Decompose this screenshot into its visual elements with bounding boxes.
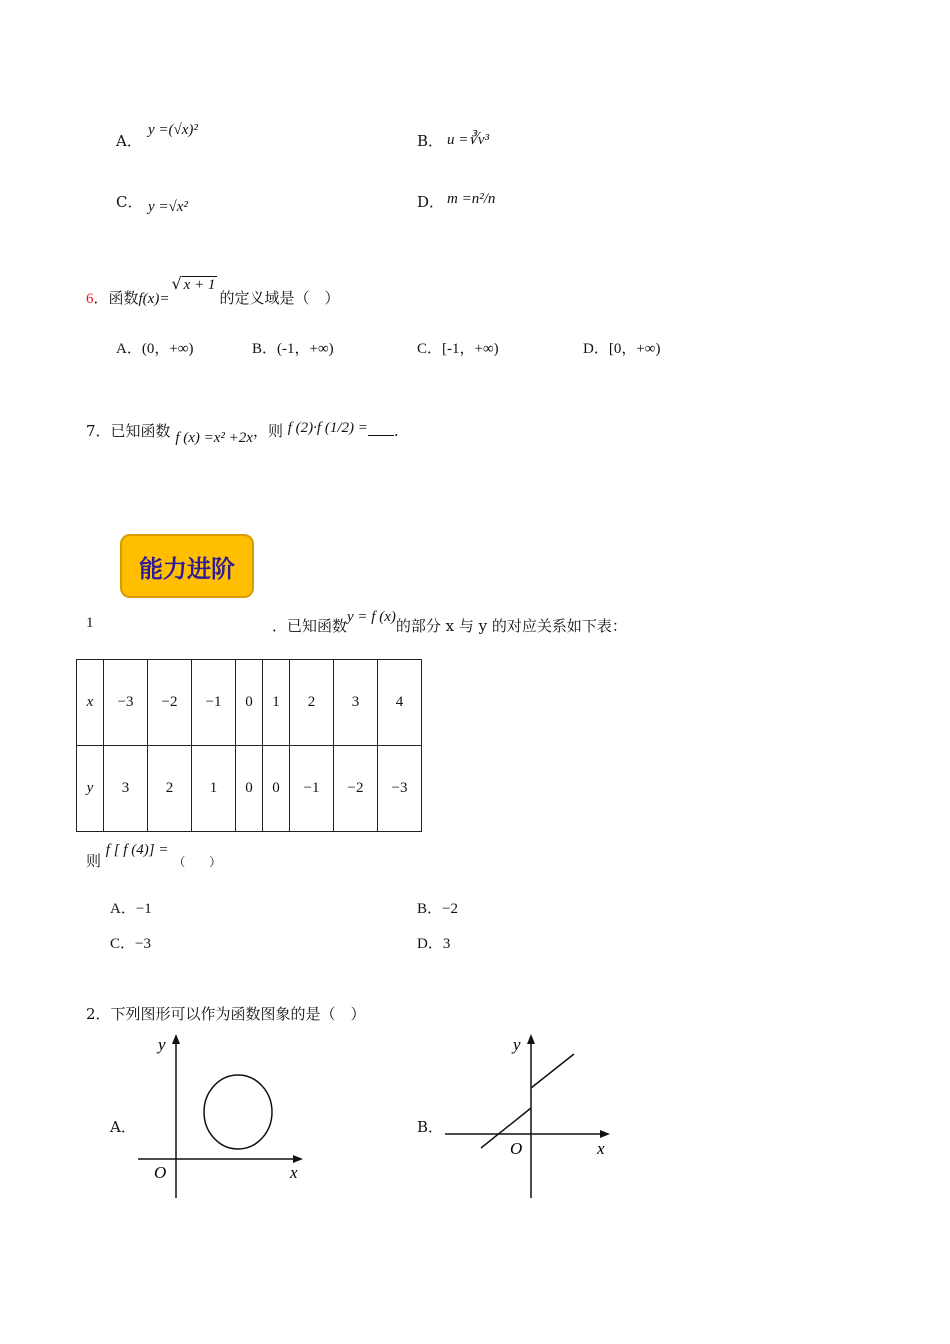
q5-option-a[interactable] bbox=[116, 122, 198, 151]
table-cell: 0 bbox=[236, 746, 263, 832]
y-axis-arrow bbox=[527, 1034, 535, 1044]
p1-func: y = f (x) bbox=[347, 609, 396, 625]
p1-number: 1 bbox=[86, 615, 94, 631]
origin-label: O bbox=[154, 1163, 167, 1182]
value-table bbox=[76, 659, 422, 832]
q6-radical: √ x + 1 bbox=[171, 274, 216, 293]
table-cell: 1 bbox=[192, 746, 236, 832]
q5-option-c[interactable] bbox=[116, 191, 188, 215]
p1-option-d[interactable]: D．3 bbox=[417, 936, 451, 952]
table-row bbox=[77, 746, 422, 832]
table-cell: 0 bbox=[263, 746, 290, 832]
table-cell: −1 bbox=[192, 660, 236, 746]
p1-text-a: ．已知函数 bbox=[272, 617, 348, 635]
p1-option-c[interactable]: C．−3 bbox=[110, 936, 151, 952]
p2-option-a-label[interactable]: A． bbox=[110, 1118, 136, 1136]
table-cell: −3 bbox=[378, 746, 422, 832]
p1-option-b[interactable]: B．−2 bbox=[417, 901, 458, 917]
y-axis-label: y bbox=[158, 1035, 166, 1054]
p1-option-a[interactable]: A．−1 bbox=[110, 901, 152, 917]
p1-expr: f [ f (4)] = bbox=[105, 842, 169, 858]
q5-a-formula: y =(√x)² bbox=[148, 122, 198, 138]
p1-stem bbox=[272, 609, 627, 636]
q6-option-d[interactable]: D．[0，+∞) bbox=[583, 341, 661, 357]
line-segment-upper bbox=[531, 1054, 574, 1088]
q6-stem bbox=[86, 274, 340, 308]
q6-text-after: 的定义域是（ ） bbox=[219, 289, 340, 307]
q7-end: . bbox=[393, 422, 399, 440]
q6-func: f(x)= bbox=[138, 291, 170, 307]
x-axis-label: x bbox=[290, 1163, 298, 1182]
q7-prefix: 7．已知函数 bbox=[86, 422, 171, 440]
q5-b-formula: u =∛v³ bbox=[447, 132, 490, 148]
table-header-y: y bbox=[77, 746, 104, 832]
q6-number: 6 bbox=[86, 291, 94, 307]
q6-option-b[interactable]: B．(-1，+∞) bbox=[252, 341, 334, 357]
table-cell: −2 bbox=[148, 660, 192, 746]
answer-blank[interactable] bbox=[368, 421, 394, 436]
table-cell: −2 bbox=[334, 746, 378, 832]
y-axis-label: y bbox=[513, 1035, 521, 1054]
q5-c-formula: y =√x² bbox=[148, 199, 188, 215]
table-cell: 3 bbox=[104, 746, 148, 832]
q6-radicand: x + 1 bbox=[183, 277, 216, 293]
q6-option-c[interactable]: C．[-1，+∞) bbox=[417, 341, 499, 357]
option-label: D． bbox=[417, 193, 445, 211]
q5-d-formula: m =n²/n bbox=[447, 191, 496, 207]
p2-option-b-label[interactable]: B． bbox=[417, 1118, 444, 1136]
table-cell: −3 bbox=[104, 660, 148, 746]
circle-curve bbox=[204, 1075, 272, 1149]
x-axis-arrow bbox=[293, 1155, 303, 1163]
table-cell: 2 bbox=[148, 746, 192, 832]
graph-a[interactable] bbox=[130, 1030, 310, 1205]
section-badge: 能力进阶 bbox=[120, 534, 254, 598]
q7-middle: ，则 bbox=[252, 422, 283, 440]
p1-then: 则 bbox=[86, 852, 102, 870]
q7-expr: f (2)·f (1/2) = bbox=[287, 420, 368, 436]
p1-paren: （ ） bbox=[173, 855, 222, 869]
p1-question bbox=[86, 842, 222, 871]
table-cell: 0 bbox=[236, 660, 263, 746]
q6-option-a[interactable]: A．(0，+∞) bbox=[116, 341, 194, 357]
line-segment-lower bbox=[481, 1108, 531, 1148]
q7-stem bbox=[86, 420, 399, 446]
x-axis-arrow bbox=[600, 1130, 610, 1138]
option-label: A． bbox=[116, 132, 142, 150]
option-label: C． bbox=[116, 193, 143, 211]
p1-text-b: 的部分 x 与 y 的对应关系如下表： bbox=[395, 617, 627, 635]
q5-option-d[interactable] bbox=[417, 191, 496, 212]
table-cell: 4 bbox=[378, 660, 422, 746]
table-cell: 3 bbox=[334, 660, 378, 746]
table-row bbox=[77, 660, 422, 746]
table-cell: 2 bbox=[290, 660, 334, 746]
q7-func: f (x) =x² +2x bbox=[175, 430, 253, 446]
option-label: B． bbox=[417, 132, 444, 150]
table-cell: −1 bbox=[290, 746, 334, 832]
table-header-x: x bbox=[77, 660, 104, 746]
x-axis-label: x bbox=[597, 1139, 605, 1158]
table-cell: 1 bbox=[263, 660, 290, 746]
q5-option-b[interactable] bbox=[417, 130, 490, 151]
origin-label: O bbox=[510, 1139, 523, 1158]
q6-text-before: ．函数 bbox=[93, 289, 139, 307]
y-axis-arrow bbox=[172, 1034, 180, 1044]
graph-b[interactable] bbox=[440, 1030, 620, 1205]
p2-stem: 2．下列图形可以作为函数图象的是（ ） bbox=[86, 1005, 366, 1023]
